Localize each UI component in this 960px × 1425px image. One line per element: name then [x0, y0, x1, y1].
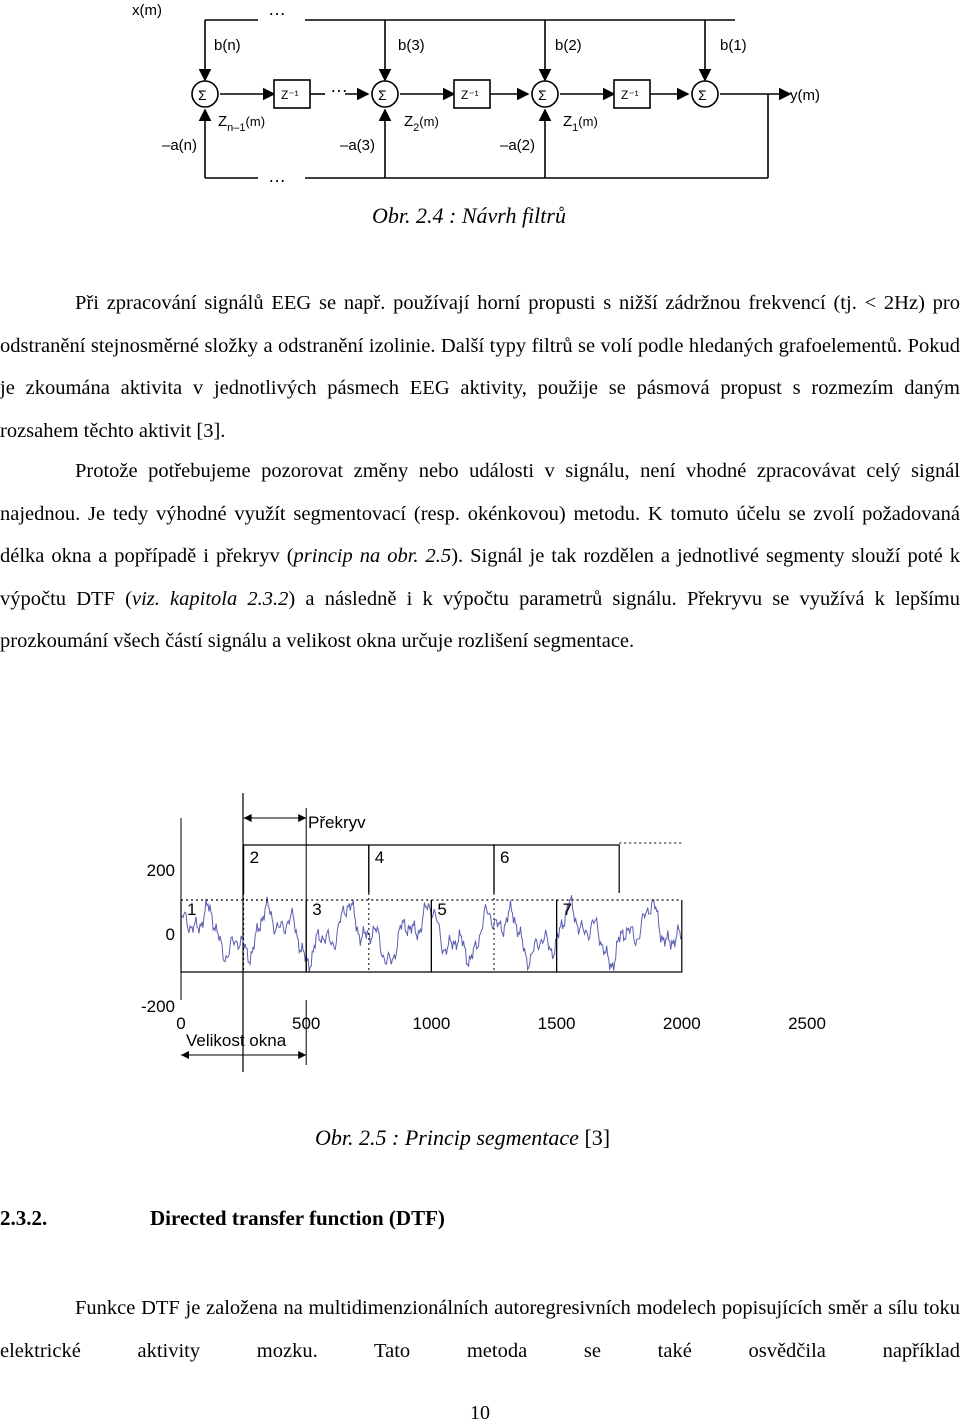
- window-label-4: 4: [374, 848, 385, 867]
- window-label-2: 2: [249, 848, 260, 867]
- overlap-label: Překryv: [308, 813, 366, 832]
- section-number: 2.3.2.: [0, 1206, 48, 1230]
- section-title: Directed transfer function (DTF): [150, 1206, 445, 1230]
- state-label-n-1: $Z_{n-1}(m)$: [218, 113, 266, 134]
- coef-b-3: b(3): [398, 37, 425, 54]
- x-tick-label: 1000: [412, 1014, 451, 1033]
- page-number: 10: [470, 1402, 490, 1424]
- y-tick-label: 200: [146, 861, 175, 880]
- x-tick-label: 500: [292, 1014, 321, 1033]
- x-tick-label: 1500: [537, 1014, 576, 1033]
- window-7: [557, 900, 682, 972]
- window-label-6: 6: [500, 848, 510, 867]
- coef-b-n: b(n): [214, 37, 241, 54]
- x-tick-label: 2000: [662, 1014, 701, 1033]
- state-label-1: $Z_1(m)$: [563, 113, 598, 134]
- output-label: y(m): [790, 87, 820, 104]
- window-size-label: Velikost okna: [186, 1031, 287, 1050]
- window-label-1: 1: [187, 900, 197, 919]
- x-tick-label: 2500: [788, 1014, 826, 1033]
- paragraph-text: Protože potřebujeme pozorovat změny nebo události v signálu, není vhodné zpracovávat celý signál najednou. Je tedy výhodné využít segmentovací (resp. okénkovou) metodu. K tomuto účelu se zvolí požadovaná délka okna a popřípadě i překryv (princip na obr. 2.5). Signál je tak rozdělen a jednotlivé segmenty slouží poté k výpočtu DTF (viz. kapitola 2.3.2) a následně i k výpočtu parametrů signálu. Překryvu se využívá k lepšímu prozkoumání všech částí signálu a velikost okna určuje rozlišení segmentace.: [0, 460, 960, 652]
- coef-a-n: –a(n): [162, 137, 198, 154]
- window-1: [181, 900, 306, 972]
- y-tick-label: -200: [140, 997, 175, 1016]
- window-label-5: 5: [437, 900, 447, 919]
- input-label: x(m): [132, 2, 162, 19]
- section-heading: [0, 1206, 445, 1231]
- coef-b-2: b(2): [555, 37, 582, 54]
- window-6: [494, 845, 619, 893]
- dots-bottom: …: [268, 166, 286, 186]
- paragraph-text: Funkce DTF je založena na multidimenzionálních autoregresivních modelech popisujících směr a sílu toku elektrické aktivity mozku. Tato metoda se také osvědčila například: [0, 1297, 960, 1362]
- sum-symbol: Σ: [698, 87, 707, 103]
- figure2-caption: Obr. 2.5 : Princip segmentace [3]: [315, 1125, 611, 1150]
- sum-symbol: Σ: [198, 87, 207, 103]
- x-tick-label: 0: [176, 1014, 186, 1033]
- dots-mid: …: [330, 76, 348, 96]
- window-3: [306, 900, 431, 972]
- delay-label: Z⁻¹: [621, 88, 639, 102]
- coef-a-3: –a(3): [340, 137, 376, 154]
- window-label-7: 7: [562, 900, 573, 919]
- delay-label: Z⁻¹: [281, 88, 299, 102]
- paragraph-dtf: [0, 1287, 960, 1372]
- delay-label: Z⁻¹: [461, 88, 479, 102]
- coef-b-1: b(1): [720, 37, 747, 54]
- window-4: [369, 845, 494, 893]
- window-label-3: 3: [312, 900, 322, 919]
- sum-symbol: Σ: [378, 87, 387, 103]
- y-tick-label: 0: [165, 925, 175, 944]
- sum-symbol: Σ: [538, 87, 547, 103]
- state-label-2: $Z_2(m)$: [404, 113, 439, 134]
- figure1-caption: Obr. 2.4 : Návrh filtrů: [372, 203, 566, 228]
- paragraph-text: Při zpracování signálů EEG se např. používají horní propusti s nižší zádržnou frekvencí (tj. < 2Hz) pro odstranění stejnosměrné složky a odstranění izolinie. Další typy filtrů se volí podle hledaných grafoelementů. Pokud je zkoumána aktivita v jednotlivých pásmech EEG aktivity, použije se pásmová propust s rozmezím daným rozsahem těchto aktivit [3].: [0, 292, 960, 442]
- window-5: [431, 900, 556, 972]
- coef-a-2: –a(2): [500, 137, 536, 154]
- dots-top: …: [268, 0, 286, 19]
